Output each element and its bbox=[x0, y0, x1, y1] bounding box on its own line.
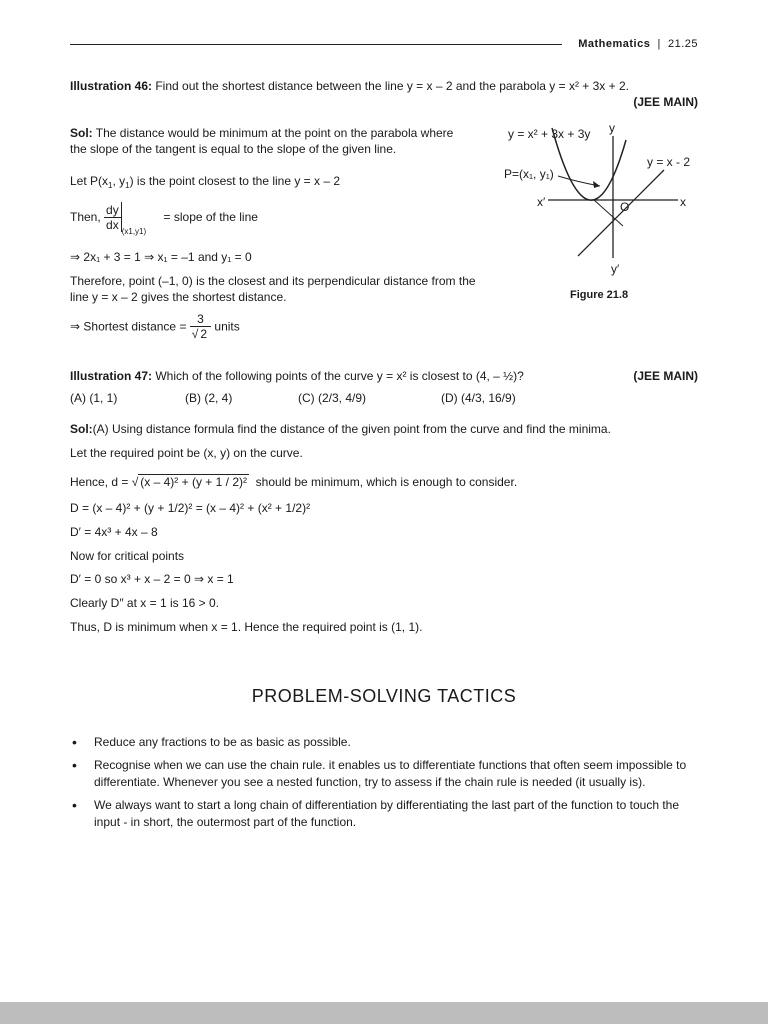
header-subject: Mathematics bbox=[578, 38, 651, 50]
x-pos-label: x bbox=[680, 195, 686, 209]
y-axis-label: y bbox=[609, 121, 615, 135]
tactics-bullet-3: • We always want to start a long chain of differentiation by differentiating the last part of the function to touch the input - in short, the outermost part of the function. bbox=[70, 797, 700, 831]
illustration-47-tag: (JEE MAIN) bbox=[633, 369, 698, 383]
let-mid: , y bbox=[112, 174, 126, 188]
sol46-text1: The distance would be minimum at the point on the parabola where bbox=[92, 126, 454, 140]
shortest-fraction bbox=[190, 312, 211, 341]
arrow-head-icon bbox=[593, 181, 600, 188]
point-label: P=(x₁, y₁) bbox=[504, 167, 554, 181]
option-c: (C) (2/3, 4/9) bbox=[298, 391, 367, 405]
let-suffix: ) is the point closest to the line y = x – 2 bbox=[129, 174, 341, 188]
derivative-line bbox=[70, 202, 258, 242]
sol47-line1 bbox=[70, 422, 611, 436]
sol47-line8: Clearly D″ at x = 1 is 16 > 0. bbox=[70, 596, 219, 610]
sol47-text: (A) Using distance formula find the distance of the given point from the curve and find the minima. bbox=[92, 422, 611, 436]
therefore-line1: Therefore, point (–1, 0) is the closest and its perpendicular distance from the bbox=[70, 274, 476, 288]
hence-suffix: should be minimum, which is enough to consider. bbox=[255, 475, 518, 489]
sol46-line2: the slope of the tangent is equal to the slope of the given line. bbox=[70, 142, 397, 156]
illustration-46-question bbox=[70, 79, 629, 93]
sol47-line2: Let the required point be (x, y) on the curve. bbox=[70, 446, 303, 460]
let-prefix: Let P(x bbox=[70, 174, 109, 188]
let-point-line bbox=[70, 174, 340, 190]
header-rule bbox=[70, 44, 562, 45]
illustration-47-question bbox=[70, 369, 524, 383]
sol46-line1 bbox=[70, 126, 453, 140]
shortest-unit: units bbox=[214, 319, 240, 334]
sol47-line7: D′ = 0 so x³ + x – 2 = 0 ⇒ x = 1 bbox=[70, 572, 234, 586]
shortest-den: √ 2 bbox=[191, 327, 208, 341]
illustration-47-label: Illustration 47: bbox=[70, 369, 153, 383]
curve-label: y = x² + 3x + 3y bbox=[508, 127, 591, 141]
line-y-eq-x-minus-2 bbox=[578, 170, 664, 256]
header-separator: | bbox=[657, 38, 661, 50]
line-label: y = x - 2 bbox=[647, 155, 691, 169]
let-sub2: 1 bbox=[125, 181, 130, 190]
dy-dx-fraction bbox=[104, 203, 121, 232]
figure-21-8 bbox=[496, 116, 708, 306]
sol47-line6: Now for critical points bbox=[70, 549, 185, 563]
sol47-line9: Thus, D is minimum when x = 1. Hence the required point is (1, 1). bbox=[70, 620, 423, 634]
eval-point: (x1,y1) bbox=[121, 227, 147, 237]
running-header bbox=[578, 38, 698, 50]
illustration-46-tag: (JEE MAIN) bbox=[633, 95, 698, 109]
x-neg-label: x′ bbox=[537, 195, 546, 209]
hence-line: Hence, d = √ (x – 4)² + (y + 1 / 2)² should be minimum, which is enough to consider. bbox=[70, 475, 518, 489]
let-sub1: 1 bbox=[108, 181, 113, 190]
illustration-46-label: Illustration 46: bbox=[70, 79, 153, 93]
illustration-47-text: Which of the following points of the curve y = x² is closest to (4, – ½)? bbox=[152, 369, 524, 383]
sol47-label: Sol: bbox=[70, 422, 93, 436]
tactics-bullet-1: • Reduce any fractions to be as basic as possible. bbox=[70, 734, 700, 751]
illustration-46-text: Find out the shortest distance between the line y = x – 2 and the parabola y = x² + 3x + 2. bbox=[152, 79, 629, 93]
origin-label: O bbox=[620, 200, 630, 214]
sol47-line5: D′ = 4x³ + 4x – 8 bbox=[70, 525, 158, 539]
y-neg-label: y′ bbox=[611, 262, 620, 276]
hence-root: (x – 4)² + (y + 1 / 2)² bbox=[140, 475, 247, 489]
hence-prefix: Hence, d = bbox=[70, 475, 129, 489]
step1-line: ⇒ 2x₁ + 3 = 1 ⇒ x₁ = –1 and y₁ = 0 bbox=[70, 250, 252, 264]
section-heading: PROBLEM-SOLVING TACTICS bbox=[251, 686, 517, 706]
option-a: (A) (1, 1) bbox=[70, 391, 118, 405]
shortest-distance-line bbox=[70, 312, 240, 348]
tactics-list bbox=[70, 734, 700, 837]
sol47-line4: D = (x – 4)² + (y + 1/2)² = (x – 4)² + (x² + 1/2)² bbox=[70, 501, 311, 515]
perpendicular-segment bbox=[594, 200, 623, 226]
footer-bar bbox=[0, 1002, 768, 1024]
shortest-num: 3 bbox=[190, 312, 211, 327]
slope-text: = slope of the line bbox=[163, 210, 258, 224]
then-label: Then, bbox=[70, 210, 101, 224]
dx: dx bbox=[106, 217, 119, 232]
shortest-prefix: ⇒ Shortest distance = bbox=[70, 319, 187, 334]
tactics-bullet-2: • Recognise when we can use the chain rule. it enables us to differentiate functions that often seem impossible to differentiate. Whenever you see a nested function, try to assess if the chain rule is needed (it usually is). bbox=[70, 757, 700, 791]
header-page-number: 21.25 bbox=[667, 38, 698, 50]
shortest-den-value: 2 bbox=[200, 327, 208, 341]
therefore-line2: line y = x – 2 gives the shortest distance. bbox=[70, 290, 287, 304]
dy: dy bbox=[106, 202, 119, 217]
sol46-label: Sol: bbox=[70, 126, 93, 140]
option-d: (D) (4/3, 16/9) bbox=[441, 391, 516, 405]
option-b: (B) (2, 4) bbox=[185, 391, 233, 405]
figure-caption: Figure 21.8 bbox=[570, 289, 629, 301]
